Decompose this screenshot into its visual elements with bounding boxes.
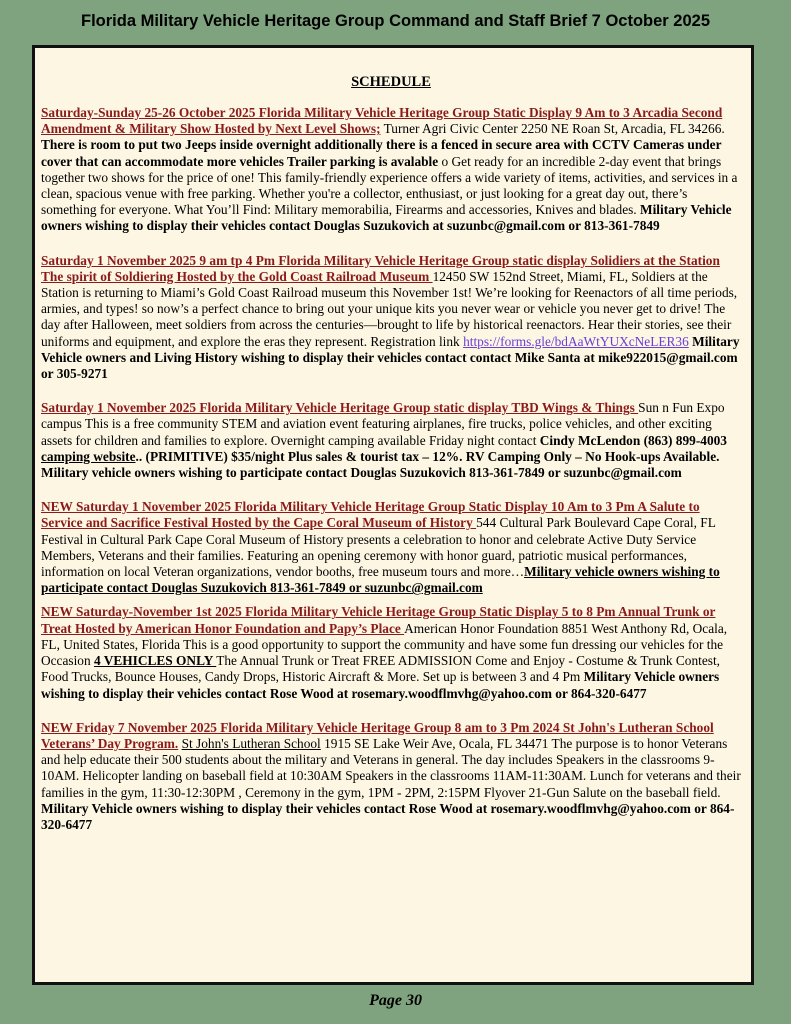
event-title: NEW Saturday 1 November 2025 Florida Military Vehicle Heritage Group Static Display 10 Am to 3 Pm A Salute to Service and Sacrifice Festival Hosted by the Cape Coral Museum of History — [41, 499, 700, 531]
event-text: The Annual Trunk or Treat FREE ADMISSION Come and Enjoy - Costume & Trunk Contest, Food Trucks, Bounce Houses, Candy Drops, Historic Aircraft & More. Set up is between 3 and 4 Pm — [41, 653, 720, 685]
school-name: St John's Lutheran School — [181, 735, 321, 751]
schedule-heading: SCHEDULE — [351, 74, 431, 90]
registration-link[interactable]: https://forms.gle/bdAaWtYUXcNeLER36 — [463, 333, 689, 349]
event-contact: Military Vehicle owners wishing to display their vehicles contact Rose Wood at rosemary.woodflmvhg@yahoo.com or 864-320-6477 — [41, 669, 720, 701]
event-text: 544 Cultural Park Boulevard Cape Coral, FL Festival in Cultural Park Cape Coral Museum of History presents a celebration to honor and celebrate Active Duty Service Members, Veterans and their families. Featuring an opening ceremony with honor guard, patriotic musical performances, information on local Veteran organizations, vendor booths, free museum tours and more… — [41, 515, 716, 580]
event-wings-things — [41, 400, 741, 481]
page-header: Florida Military Vehicle Heritage Group Command and Staff Brief 7 October 2025 — [81, 12, 710, 30]
event-text: Turner Agri Civic Center 2250 NE Roan St, Arcadia, FL 34266. — [380, 121, 725, 137]
event-arcadia — [41, 105, 741, 235]
event-text: Sun n Fun Expo campus This is a free community STEM and aviation event featuring airplanes, fire trucks, police vehicles, and other exciting assets for children and families to explore. Overnight camping available Friday night contact — [41, 400, 725, 448]
event-title: NEW Friday 7 November 2025 Florida Military Vehicle Heritage Group 8 am to 3 Pm 2024 St John's Lutheran School — [41, 719, 714, 735]
page-number: Page 30 — [369, 992, 422, 1009]
event-bold-text: There is room to put two Jeeps inside overnight additionally there is a fenced in secure area with CCTV Cameras under cover that can accommodate more vehicles Trailer parking is avalable — [41, 137, 722, 169]
event-gold-coast — [41, 253, 741, 383]
event-veterans-day — [41, 720, 741, 833]
event-trunk-or-treat — [41, 604, 741, 701]
event-contact: Military Vehicle owners and Living History wishing to display their vehicles contact contact Mike Santa at mike922015@gmail.com or 305-9271 — [41, 333, 740, 382]
event-text: 12450 SW 152nd Street, Miami, FL, Soldiers at the Station is returning to Miami’s Gold Coast Railroad museum this November 1st! We’re looking for Reenactors of all time periods, armies, and types! so now’s a perfect chance to bring out your unique kits you never wear or vehicle you never get to drive! The day after Halloween, meet soldiers from across the centuries—brought to life by historical reenactors. Hear their stories, see their uniforms and equipment, and explore the eras they represent. Registration link — [41, 268, 738, 349]
event-contact: Military vehicle owners wishing to participate contact Douglas Suzukovich 813-361-7849 or suzunbc@gmail.com — [41, 564, 720, 596]
event-cape-coral — [41, 499, 741, 596]
event-title-program: Veterans’ Day Program. — [41, 735, 179, 751]
content-box — [32, 45, 754, 985]
event-text: o Get ready for an incredible 2-day event that brings together two shows for the price of one! This family-friendly experience offers a wide variety of items, activities, and services in a clean, spacious venue with free parking. Whether you're a collector, enthusiast, or just looking for a great day out, there’s something for everyone. What You’ll Find: Military memorabilia, Firearms and accessories, Knives and blades. — [41, 153, 738, 218]
event-contact: Military Vehicle owners wishing to display their vehicles contact Rose Wood at rosemary.woodflmvhg@yahoo.com or 864-320-6477 — [41, 800, 735, 832]
event-title: Saturday-Sunday 25-26 October 2025 Florida Military Vehicle Heritage Group Static Display 9 Am to 3 Arcadia Second Amendment & Military Show Hosted by Next Level Shows; — [41, 105, 723, 137]
event-contact: Military Vehicle owners wishing to display their vehicles contact Douglas Suzukovich at suzunbc@gmail.com or 813-361-7849 — [41, 202, 732, 234]
event-title: NEW Saturday-November 1st 2025 Florida Military Vehicle Heritage Group Static Display 5 to 8 Pm Annual Trunk or Treat Hosted by American Honor Foundation and Papy’s Place — [41, 604, 716, 636]
event-text: 1915 SE Lake Weir Ave, Ocala, FL 34471 The purpose is to honor Veterans and help educate their 500 students about the military and Veterans in general. The day includes Speakers in the classrooms 9-10AM. Helicopter landing on baseball field at 10:30AM Speakers in the classrooms 11AM-11:30AM. Lunch for veterans and their families in the gym, 11:30-12:30PM , Ceremony in the gym, 1PM - 2PM, 2:15PM Flyover 21-Gun Salute on the baseball field. — [41, 735, 741, 800]
camping-website-link[interactable]: camping website — [41, 448, 136, 464]
event-text: American Honor Foundation 8851 West Anthony Rd, Ocala, FL, United States, Florida This is a good opportunity to support the community and have some fun dressing our vehicles for the Occasion — [41, 620, 728, 669]
event-title: Saturday 1 November 2025 9 am tp 4 Pm Florida Military Vehicle Heritage Group static display Solidiers at the Station The spirit of Soldiering Hosted by the Gold Coast Railroad Museum — [41, 252, 720, 284]
vehicle-limit: 4 VEHICLES ONLY — [93, 653, 217, 669]
event-contact-name: Cindy McLendon (863) 899-4003 — [539, 432, 727, 448]
event-title: Saturday 1 November 2025 Florida Military Vehicle Heritage Group static display TBD Wings & Things — [41, 400, 639, 416]
event-contact: .. (PRIMITIVE) $35/night Plus sales & tourist tax – 12%. RV Camping Only – No Hook-ups Available. Military vehicle owners wishing to participate contact Douglas Suzukovich 813-361-7849 or suzunbc@gmail.com — [41, 448, 720, 481]
